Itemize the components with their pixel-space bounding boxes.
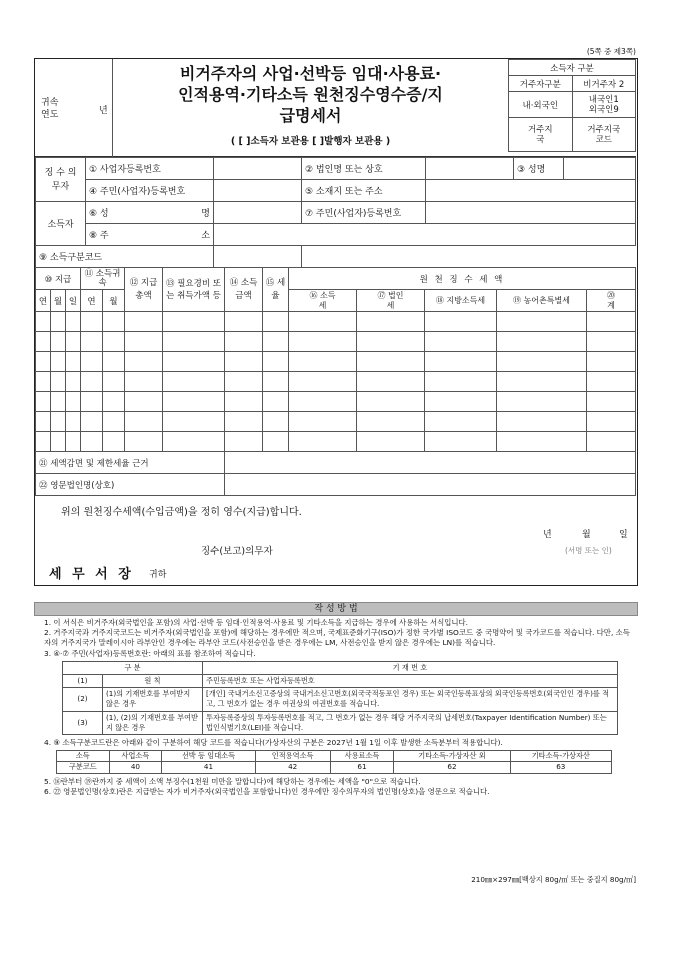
income-code-text: ⑨ 소득구분코드	[39, 253, 103, 263]
code-table-row	[57, 762, 612, 773]
earner-addr-b: 소	[201, 231, 210, 241]
withholder-label	[36, 158, 86, 202]
income-code-spacer	[302, 246, 636, 268]
note-3: 3. ④·⑦ 주민(사업자)등록번호란: 아래의 표를 참조하여 적습니다.	[44, 648, 256, 658]
date-day: 일	[619, 530, 628, 540]
id-row-3-desc: 투자등록증상의 투자등록번호를 적고, 그 번호가 없는 경우 해당 거주지국의 납세번호(Taxpayer Identification Number) 또는 법인식별기호(LEI)를 적습니다.	[203, 711, 618, 734]
code-cell: 42	[255, 762, 330, 773]
col-expenses	[163, 268, 225, 312]
income-code-table	[56, 750, 612, 773]
table-row	[36, 372, 636, 392]
address-label: ⑤ 소재지 또는 주소	[302, 180, 426, 202]
rep-name-value[interactable]	[564, 158, 636, 180]
title-line-3: 급명세서	[279, 106, 342, 125]
col-income-tax-text: ⑯ 소득세	[309, 290, 336, 310]
title-line-1: 비거주자의 사업·선박등 임대·사용료·	[179, 64, 442, 83]
col-tax-rate-text: ⑮ 세율	[265, 277, 286, 301]
biz-reg-no-value[interactable]	[214, 158, 302, 180]
col-attr-month: 월	[103, 290, 125, 312]
id-row-1-case: 원 칙	[103, 675, 203, 688]
col-local-tax-text: ⑱ 지방소득세	[435, 295, 486, 305]
earner-name-a: ⑥ 성	[89, 209, 109, 219]
rep-name-label: ③ 성명	[514, 158, 564, 180]
withholding-receipt-form	[34, 58, 638, 586]
party-info-table	[35, 157, 636, 268]
year-suffix: 년	[99, 106, 108, 116]
withholder-sign-label: 징수(보고)의무자	[201, 546, 273, 557]
table-row	[36, 432, 636, 452]
corp-name-value[interactable]	[426, 158, 514, 180]
resident-type-label: 거주자구분	[509, 76, 573, 92]
instructions-title: 작 성 방 법	[34, 602, 638, 616]
code-head-cell: 기타소득-가상자산 외	[394, 751, 510, 762]
col-income-amount-text: ⑭ 소득금액	[229, 277, 258, 301]
title-line-2: 인적용역·기타소득 원천징수영수증/지	[178, 85, 443, 104]
payment-grid	[35, 267, 636, 496]
id-number-table	[62, 661, 618, 735]
code-head-cell: 소득	[57, 751, 110, 762]
earner-addr-value[interactable]	[214, 224, 636, 246]
id-row-3-case: (1), (2)의 기재번호를 부여받지 않은 경우	[103, 711, 203, 734]
residence-country-text: 거주지국	[527, 124, 553, 145]
classification-title: 소득자 구분	[509, 60, 636, 76]
income-code-label	[36, 246, 214, 268]
foreign-value: 외국인9	[588, 104, 619, 115]
code-cell: 62	[394, 762, 510, 773]
col-total-payment-text: ⑫ 지급총액	[129, 277, 158, 301]
col-corp-tax-text: ⑰ 법인세	[377, 290, 404, 310]
date-year: 년	[543, 530, 552, 540]
residence-country-label	[509, 118, 573, 152]
earner-classification	[508, 59, 636, 152]
paper-spec: 210㎜×297㎜[백상지 80g/㎡ 또는 중질지 80g/㎡]	[471, 875, 636, 884]
col-rural-tax	[497, 290, 587, 312]
note-1: 1. 이 서식은 비거주자(외국법인을 포함)의 사업·선박 등 임대·인적용역·사용료 및 기타소득을 지급하는 경우에 사용하는 서식입니다.	[44, 618, 469, 627]
english-name-value[interactable]	[225, 474, 636, 496]
code-head-cell: 사용료소득	[330, 751, 394, 762]
reduction-basis-label: ㉑ 세액감면 및 제한세율 근거	[36, 452, 225, 474]
page-number: (5쪽 중 제3쪽)	[586, 47, 636, 56]
id-row-2-desc: [개인] 국내거소신고증상의 국내거소신고번호(외국국적동포인 경우) 또는 외국인등록표상의 외국인등록번호(외국인인 경우)를 적고, 그 번호가 없는 경우 여권상의 여권번호를 적습니다.	[203, 688, 618, 711]
earner-addr-label	[86, 224, 214, 246]
col-total-payment	[125, 268, 163, 312]
col-total-text: ⑳ 계	[607, 290, 615, 310]
biz-reg-no-label: ① 사업자등록번호	[86, 158, 214, 180]
date-month: 월	[582, 530, 591, 540]
english-name-label: ㉒ 영문법인명(상호)	[36, 474, 225, 496]
col-attribution-text: ⑪ 소득귀속	[84, 268, 121, 288]
col-withholding-tax: 원 천 징 수 세 액	[289, 268, 636, 290]
earner-name-label	[86, 202, 214, 224]
table-row	[36, 312, 636, 332]
col-pay-month: 월	[51, 290, 66, 312]
country-code-text: 거주지국코드	[587, 124, 621, 145]
earner-label: 소득자	[36, 202, 86, 246]
resident-reg-no-label: ④ 주민(사업자)등록번호	[86, 180, 214, 202]
note-6: 6. ㉒ 영문법인명(상호)란은 지급받는 자가 비거주자(외국법인을 포함합니다)인 경우에만 징수의무자의 법인명(상호)을 영문으로 적습니다.	[44, 786, 490, 796]
code-table-head	[57, 751, 612, 762]
earner-id-value[interactable]	[426, 202, 636, 224]
code-cell: 40	[109, 762, 162, 773]
earner-addr-a: ⑧ 주	[89, 231, 109, 241]
col-pay-day: 일	[66, 290, 81, 312]
col-total	[587, 290, 636, 312]
table-row	[36, 392, 636, 412]
id-row-1-no: (1)	[63, 675, 103, 688]
domestic-value: 내국인1	[588, 94, 619, 105]
code-cell: 41	[162, 762, 255, 773]
col-attr-year: 연	[81, 290, 103, 312]
col-local-tax	[425, 290, 497, 312]
id-table-head-2: 기 재 번 호	[203, 661, 618, 674]
code-head-cell: 사업소득	[109, 751, 162, 762]
attribution-year-box	[35, 59, 113, 157]
withholder-label-text: 징 수 의무자	[44, 167, 77, 192]
instructions-body	[44, 618, 634, 797]
earner-name-value[interactable]	[214, 202, 302, 224]
note-4: 4. ⑨ 소득구분코드란은 아래와 같이 구분하여 해당 코드를 적습니다(가상자산의 구분은 2027년 1월 1일 이후 발생한 소득분부터 적용합니다).	[44, 738, 503, 748]
receipt-statement: 위의 원천징수세액(수입금액)을 정히 영수(지급)합니다.	[61, 507, 302, 518]
address-value[interactable]	[426, 180, 636, 202]
id-row-1-desc: 주민등록번호 또는 사업자등록번호	[203, 675, 618, 688]
table-row	[36, 412, 636, 432]
code-cell: 61	[330, 762, 394, 773]
col-expenses-text: ⑬ 필요경비 또는 취득가액 등	[166, 278, 221, 301]
income-code-value[interactable]	[214, 246, 302, 268]
earner-name-b: 명	[201, 209, 210, 219]
reduction-basis-value[interactable]	[225, 452, 636, 474]
code-head-cell: 인적용역소득	[255, 751, 330, 762]
id-table-head-1: 구 분	[63, 661, 203, 674]
code-cell: 63	[510, 762, 611, 773]
col-pay-year: 연	[36, 290, 51, 312]
code-head-cell: 선박 등 임대소득	[162, 751, 255, 762]
sign-note: (서명 또는 인)	[565, 546, 612, 555]
domestic-foreign-label: 내·외국인	[509, 92, 573, 118]
note-2: 2. 거주지국과 거주지국코드는 비거주자(외국법인을 포함)에 해당하는 경우에만 적으며, 국제표준화기구(ISO)가 정한 국가별 ISO코드 중 국명약어 및 국가코드를 적습니다. 다만, 소득자의 거주지국가 말레이시아 라부안인 경우에는 라부안 코드(사전승인을 받은 경우에는 LM, 사전승인을 받지 않은 경우에는 LN)를 적습니다.	[44, 628, 630, 648]
earner-id-label: ⑦ 주민(사업자)등록번호	[302, 202, 426, 224]
form-title	[113, 63, 508, 126]
domestic-foreign-values	[572, 92, 635, 118]
corp-name-label: ② 법인명 또는 상호	[302, 158, 426, 180]
col-attribution	[81, 268, 125, 290]
tax-office-label: 세 무 서 장	[49, 567, 134, 582]
table-row	[36, 332, 636, 352]
copy-type: ( [ ]소득자 보관용 [ ]발행자 보관용 )	[230, 136, 391, 147]
code-head-cell: 기타소득-가상자산	[510, 751, 611, 762]
year-label: 귀속연도	[41, 98, 59, 120]
col-payment-date: ⑩ 지급	[36, 268, 81, 290]
id-row-2-case: (1)의 기재번호를 부여받지 않은 경우	[103, 688, 203, 711]
form-header	[35, 59, 636, 157]
id-row-3-no: (3)	[63, 711, 103, 734]
col-corp-tax	[357, 290, 425, 312]
col-tax-rate	[263, 268, 289, 312]
resident-type-value: 비거주자 2	[572, 76, 635, 92]
honorific: 귀하	[149, 570, 167, 580]
col-rural-tax-text: ⑲ 농어촌특별세	[513, 295, 570, 305]
id-row-2-no: (2)	[63, 688, 103, 711]
country-code-label	[572, 118, 635, 152]
table-row	[36, 352, 636, 372]
code-cell: 구분코드	[57, 762, 110, 773]
resident-reg-no-value[interactable]	[214, 180, 302, 202]
note-5: 5. ⑯란부터 ⑲란까지 중 세액이 소액 부징수(1천원 미만을 말합니다)에 해당하는 경우에는 세액을 "0"으로 적습니다.	[44, 776, 421, 786]
col-income-amount	[225, 268, 263, 312]
col-income-tax	[289, 290, 357, 312]
